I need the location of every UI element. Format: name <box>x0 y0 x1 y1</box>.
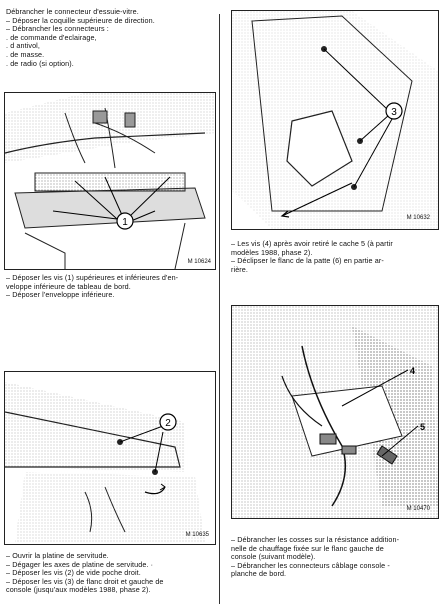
text-line: planche de bord. <box>231 569 287 579</box>
text-line: – Débrancher les connecteurs : <box>6 24 109 34</box>
text-line: nelle de chauffage fixée sur le flanc gauche de <box>231 543 384 553</box>
text-line: – Déposer les vis (1) supérieures et inférieures d'en- <box>6 273 179 282</box>
text-line: rière. <box>231 264 248 274</box>
text-line: console (suivant modèle). <box>231 552 316 562</box>
caption-2 <box>6 552 164 595</box>
console-flank-illustration <box>232 11 438 229</box>
column-divider <box>219 14 220 604</box>
glovebox-illustration <box>5 372 215 544</box>
text-line: . de masse. <box>6 49 45 59</box>
text-line: . de commande d'eclairage, <box>6 32 97 42</box>
figure-id: M 10635 <box>185 532 209 538</box>
text-line: – Déposer l'enveloppe inférieure. <box>6 290 115 300</box>
text-line: – Dégager les axes de platine de servitude. · <box>6 559 154 569</box>
figure-console-flank <box>231 10 439 230</box>
figure-resistance-connectors <box>231 305 439 519</box>
caption-4 <box>231 536 399 579</box>
text-line: – Ouvrir la platine de servitude. <box>6 551 109 560</box>
text-line: modèles 1988, phase 2). <box>231 247 313 257</box>
text-line: – Déposer les vis (2) de vide poche droit. <box>6 568 141 578</box>
text-line: veloppe inférieure de tableau de bord. <box>6 281 131 291</box>
figure-glovebox-screws <box>4 371 216 545</box>
text-line: – Débrancher les cosses sur la résistance addition- <box>231 535 400 544</box>
text-line: . d antivol, <box>6 41 40 51</box>
figure-id: M 10632 <box>406 215 430 221</box>
callout-2: 2 <box>165 418 171 429</box>
figure-id: M 10470 <box>406 506 430 512</box>
figure-dashboard-screws <box>4 92 216 270</box>
text-line: – Débrancher les connecteurs câblage console - <box>231 560 390 570</box>
text-line: – Déclipser le flanc de la patte (6) en partie ar- <box>231 256 384 266</box>
text-line: . de radio (si option). <box>6 58 74 68</box>
dashboard-illustration <box>5 93 215 269</box>
callout-4: 4 <box>410 366 416 376</box>
callout-3: 3 <box>391 107 397 118</box>
resistance-illustration <box>232 306 438 518</box>
caption-3 <box>231 240 393 274</box>
callout-1: 1 <box>122 217 128 228</box>
text-line: console (jusqu'aux modèles 1988, phase 2). <box>6 585 151 595</box>
text-line: Débrancher le connecteur d'essuie-vitre. <box>6 7 139 16</box>
callout-5: 5 <box>420 422 426 432</box>
caption-1 <box>6 274 178 300</box>
intro-text <box>6 8 155 68</box>
figure-id: M 10624 <box>187 259 211 265</box>
text-line: – Les vis (4) après avoir retiré le cache 5 (à partir <box>231 239 393 248</box>
text-line: – Déposer la coquille supérieure de direction. <box>6 15 155 25</box>
text-line: – Déposer les vis (3) de flanc droit et gauche de <box>6 576 164 586</box>
